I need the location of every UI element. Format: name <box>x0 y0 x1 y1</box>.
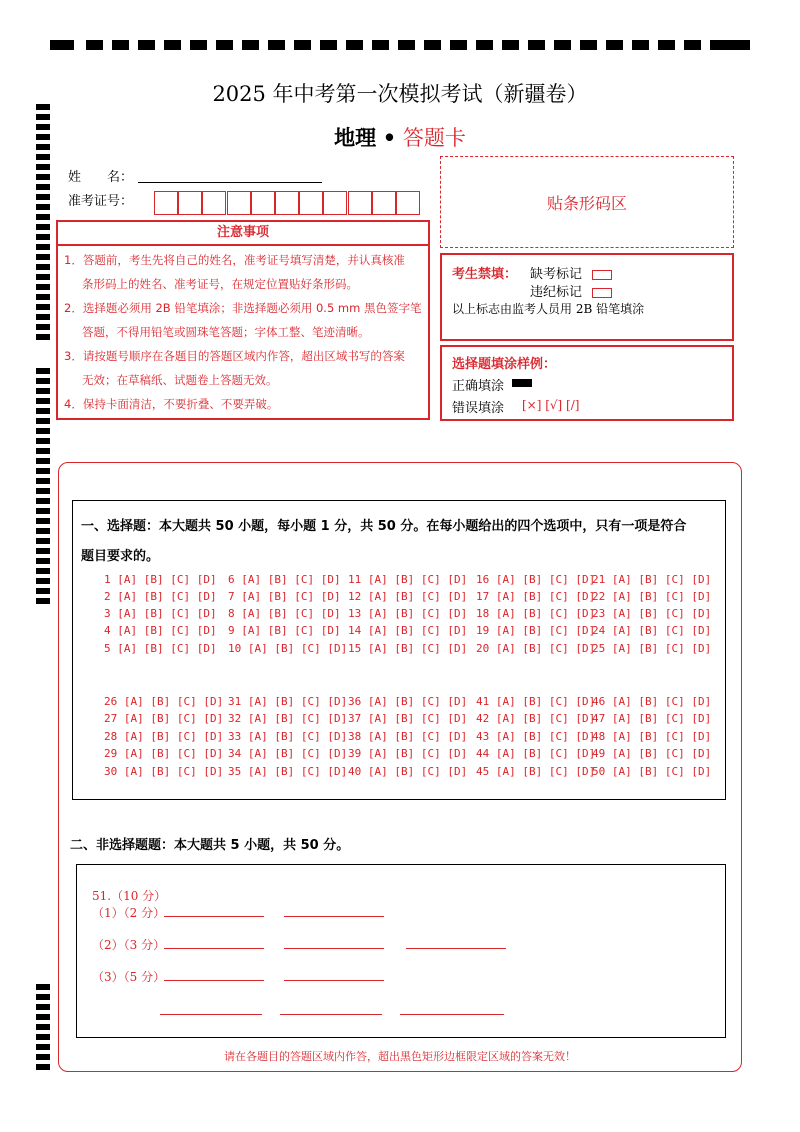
section1-title-line1: 一、选择题：本大题共 50 小题，每小题 1 分，共 50 分。在每小题给出的四个选项中，只有一项是符合 <box>81 519 687 534</box>
answer-line[interactable] <box>284 980 384 981</box>
choice-question-24[interactable]: 24 [A] [B] [C] [D] <box>592 624 712 637</box>
id-digit-box[interactable] <box>275 191 299 215</box>
violation-label: 违纪标记 <box>530 285 583 300</box>
timing-mark <box>36 184 50 190</box>
choice-question-42[interactable]: 42 [A] [B] [C] [D] <box>476 712 596 725</box>
choice-question-25[interactable]: 25 [A] [B] [C] [D] <box>592 642 712 655</box>
note-line: 答题，不得用铅笔或圆珠笔答题；字体工整、笔迹清晰。 <box>82 325 370 339</box>
choice-question-4[interactable]: 4 [A] [B] [C] [D] <box>104 624 217 637</box>
wrong-label: 错误填涂 <box>452 401 505 416</box>
choice-question-49[interactable]: 49 [A] [B] [C] [D] <box>592 747 712 760</box>
timing-mark <box>36 314 50 320</box>
answer-line[interactable] <box>400 1014 504 1015</box>
timing-mark <box>710 40 727 50</box>
choice-question-31[interactable]: 31 [A] [B] [C] [D] <box>228 695 348 708</box>
notes-heading: 注意事项 <box>58 222 428 246</box>
correct-label: 正确填涂 <box>452 379 505 394</box>
timing-mark <box>36 174 50 180</box>
choice-question-10[interactable]: 10 [A] [B] [C] [D] <box>228 642 348 655</box>
choice-question-28[interactable]: 28 [A] [B] [C] [D] <box>104 730 224 743</box>
answer-line[interactable] <box>160 1014 262 1015</box>
timing-mark <box>36 154 50 160</box>
name-field[interactable] <box>138 182 322 183</box>
choice-question-45[interactable]: 45 [A] [B] [C] [D] <box>476 765 596 778</box>
timing-mark <box>36 368 50 374</box>
timing-mark <box>36 558 50 564</box>
timing-mark <box>190 40 207 50</box>
timing-mark <box>36 284 50 290</box>
id-digit-box[interactable] <box>154 191 178 215</box>
timing-mark <box>36 304 50 310</box>
timing-mark <box>36 244 50 250</box>
timing-mark <box>36 164 50 170</box>
timing-mark <box>346 40 363 50</box>
timing-mark <box>36 428 50 434</box>
choice-question-34[interactable]: 34 [A] [B] [C] [D] <box>228 747 348 760</box>
timing-mark <box>36 204 50 210</box>
question-51-box <box>76 864 726 1038</box>
choice-question-46[interactable]: 46 [A] [B] [C] [D] <box>592 695 712 708</box>
title-dot: • <box>382 125 397 150</box>
choice-question-35[interactable]: 35 [A] [B] [C] [D] <box>228 765 348 778</box>
timing-mark <box>36 994 50 1000</box>
note-line: 2．选择题必须用 2B 铅笔填涂；非选择题必须用 0.5 mm 黑色签字笔 <box>64 301 422 315</box>
subject-name: 地理 <box>334 125 377 150</box>
choice-question-23[interactable]: 23 [A] [B] [C] [D] <box>592 607 712 620</box>
choice-question-3[interactable]: 3 [A] [B] [C] [D] <box>104 607 217 620</box>
timing-mark <box>36 274 50 280</box>
id-digit-box[interactable] <box>251 191 275 215</box>
timing-mark <box>36 378 50 384</box>
q51-part2-label: （2）（3 分） <box>92 938 166 952</box>
choice-question-37[interactable]: 37 [A] [B] [C] [D] <box>348 712 468 725</box>
choice-question-29[interactable]: 29 [A] [B] [C] [D] <box>104 747 224 760</box>
timing-mark <box>36 1034 50 1040</box>
correct-fill-sample <box>512 379 532 387</box>
timing-mark <box>36 418 50 424</box>
timing-mark <box>36 1024 50 1030</box>
choice-question-48[interactable]: 48 [A] [B] [C] [D] <box>592 730 712 743</box>
choice-question-13[interactable]: 13 [A] [B] [C] [D] <box>348 607 468 620</box>
section2-title: 二、非选择题题：本大题共 5 小题，共 50 分。 <box>70 838 350 853</box>
answer-line[interactable] <box>284 916 384 917</box>
timing-mark <box>36 194 50 200</box>
forbid-note: 以上标志由监考人员用 2B 铅笔填涂 <box>452 302 645 316</box>
timing-mark <box>36 498 50 504</box>
choice-question-43[interactable]: 43 [A] [B] [C] [D] <box>476 730 596 743</box>
note-line: 4．保持卡面清洁，不要折叠、不要弄破。 <box>64 397 279 411</box>
choice-question-17[interactable]: 17 [A] [B] [C] [D] <box>476 590 596 603</box>
violation-mark-box[interactable] <box>592 288 612 298</box>
choice-question-8[interactable]: 8 [A] [B] [C] [D] <box>228 607 341 620</box>
timing-mark <box>36 568 50 574</box>
timing-mark <box>36 478 50 484</box>
q51-part3-label: （3）（5 分） <box>92 970 166 984</box>
answer-line[interactable] <box>164 916 264 917</box>
violation-row <box>530 281 612 300</box>
answer-card-label: 答题卡 <box>402 126 466 150</box>
timing-mark <box>294 40 311 50</box>
timing-mark <box>36 448 50 454</box>
answer-line[interactable] <box>280 1014 382 1015</box>
choice-question-41[interactable]: 41 [A] [B] [C] [D] <box>476 695 596 708</box>
timing-mark <box>36 548 50 554</box>
timing-mark <box>726 40 750 50</box>
choice-question-11[interactable]: 11 [A] [B] [C] [D] <box>348 573 468 586</box>
timing-mark <box>684 40 701 50</box>
id-digit-box[interactable] <box>178 191 202 215</box>
choice-question-1[interactable]: 1 [A] [B] [C] [D] <box>104 573 217 586</box>
timing-mark <box>242 40 259 50</box>
subject-title <box>0 122 800 152</box>
timing-mark <box>36 518 50 524</box>
sample-title: 选择题填涂样例： <box>452 357 557 372</box>
timing-mark <box>528 40 545 50</box>
timing-mark <box>268 40 285 50</box>
timing-mark <box>36 398 50 404</box>
timing-mark <box>450 40 467 50</box>
choice-question-9[interactable]: 9 [A] [B] [C] [D] <box>228 624 341 637</box>
timing-mark <box>36 588 50 594</box>
timing-mark <box>36 468 50 474</box>
timing-mark <box>36 984 50 990</box>
timing-mark <box>320 40 337 50</box>
id-digit-box[interactable] <box>227 191 251 215</box>
q51-part1-label: （1）（2 分） <box>92 906 166 920</box>
timing-mark <box>36 294 50 300</box>
timing-mark <box>36 528 50 534</box>
timing-mark <box>476 40 493 50</box>
choice-question-14[interactable]: 14 [A] [B] [C] [D] <box>348 624 468 637</box>
choice-question-19[interactable]: 19 [A] [B] [C] [D] <box>476 624 596 637</box>
choice-question-26[interactable]: 26 [A] [B] [C] [D] <box>104 695 224 708</box>
id-digit-box[interactable] <box>323 191 347 215</box>
choice-question-44[interactable]: 44 [A] [B] [C] [D] <box>476 747 596 760</box>
answer-line[interactable] <box>406 948 506 949</box>
choice-question-20[interactable]: 20 [A] [B] [C] [D] <box>476 642 596 655</box>
timing-mark <box>36 488 50 494</box>
choice-question-5[interactable]: 5 [A] [B] [C] [D] <box>104 642 217 655</box>
id-label: 准考证号： <box>68 194 134 209</box>
timing-mark <box>658 40 675 50</box>
timing-mark <box>36 214 50 220</box>
choice-question-39[interactable]: 39 [A] [B] [C] [D] <box>348 747 468 760</box>
notes-box <box>56 220 430 420</box>
choice-question-18[interactable]: 18 [A] [B] [C] [D] <box>476 607 596 620</box>
timing-mark <box>36 1014 50 1020</box>
timing-mark <box>424 40 441 50</box>
timing-mark <box>216 40 233 50</box>
choice-question-33[interactable]: 33 [A] [B] [C] [D] <box>228 730 348 743</box>
timing-mark <box>36 458 50 464</box>
timing-mark <box>36 438 50 444</box>
timing-mark <box>36 114 50 120</box>
choice-question-16[interactable]: 16 [A] [B] [C] [D] <box>476 573 596 586</box>
choice-question-27[interactable]: 27 [A] [B] [C] [D] <box>104 712 224 725</box>
exam-title: 2025 年中考第一次模拟考试（新疆卷） <box>212 82 588 106</box>
timing-mark <box>36 538 50 544</box>
barcode-area: 贴条形码区 <box>440 156 734 248</box>
timing-mark <box>554 40 571 50</box>
choice-question-2[interactable]: 2 [A] [B] [C] [D] <box>104 590 217 603</box>
timing-mark <box>502 40 519 50</box>
timing-mark <box>138 40 155 50</box>
timing-mark <box>36 508 50 514</box>
absent-row <box>530 263 612 282</box>
absent-mark-box[interactable] <box>592 270 612 280</box>
choice-question-12[interactable]: 12 [A] [B] [C] [D] <box>348 590 468 603</box>
timing-mark <box>36 1004 50 1010</box>
id-digit-box[interactable] <box>348 191 372 215</box>
timing-mark <box>36 254 50 260</box>
timing-mark <box>50 40 74 50</box>
note-line: 条形码上的姓名、准考证号，在规定位置贴好条形码。 <box>82 277 358 291</box>
choice-question-6[interactable]: 6 [A] [B] [C] [D] <box>228 573 341 586</box>
note-line: 无效；在草稿纸、试题卷上答题无效。 <box>82 373 278 387</box>
timing-mark <box>398 40 415 50</box>
note-line: 3．请按题号顺序在各题目的答题区域内作答，超出区域书写的答案 <box>64 349 405 363</box>
timing-mark <box>36 334 50 340</box>
answer-line[interactable] <box>164 948 264 949</box>
choice-question-22[interactable]: 22 [A] [B] [C] [D] <box>592 590 712 603</box>
timing-mark <box>372 40 389 50</box>
wrong-samples: [×] [√] [/] <box>522 398 580 412</box>
timing-mark <box>632 40 649 50</box>
id-digit-box[interactable] <box>202 191 226 215</box>
sample-box <box>440 345 734 421</box>
timing-mark <box>580 40 597 50</box>
answer-line[interactable] <box>284 948 384 949</box>
section1-title-line2: 题目要求的。 <box>81 549 160 564</box>
q51-label: 51.（10 分） <box>92 889 167 903</box>
id-digit-box[interactable] <box>396 191 420 215</box>
timing-mark <box>36 224 50 230</box>
choice-question-21[interactable]: 21 [A] [B] [C] [D] <box>592 573 712 586</box>
timing-mark <box>36 264 50 270</box>
timing-mark <box>36 388 50 394</box>
timing-mark <box>36 1064 50 1070</box>
forbid-box <box>440 253 734 341</box>
timing-mark <box>112 40 129 50</box>
choice-question-32[interactable]: 32 [A] [B] [C] [D] <box>228 712 348 725</box>
choice-question-36[interactable]: 36 [A] [B] [C] [D] <box>348 695 468 708</box>
timing-mark <box>606 40 623 50</box>
choice-question-7[interactable]: 7 [A] [B] [C] [D] <box>228 590 341 603</box>
timing-mark <box>164 40 181 50</box>
footer-warning: 请在各题目的答题区域内作答，超出黑色矩形边框限定区域的答案无效！ <box>224 1050 576 1063</box>
timing-mark <box>36 578 50 584</box>
note-line: 1．答题前，考生先将自己的姓名，准考证号填写清楚，并认真核准 <box>64 253 405 267</box>
choice-question-15[interactable]: 15 [A] [B] [C] [D] <box>348 642 468 655</box>
id-digit-box[interactable] <box>299 191 323 215</box>
choice-question-47[interactable]: 47 [A] [B] [C] [D] <box>592 712 712 725</box>
absent-label: 缺考标记 <box>530 267 583 282</box>
choice-question-38[interactable]: 38 [A] [B] [C] [D] <box>348 730 468 743</box>
choice-question-30[interactable]: 30 [A] [B] [C] [D] <box>104 765 224 778</box>
timing-mark <box>36 234 50 240</box>
timing-mark <box>36 598 50 604</box>
forbid-label: 考生禁填： <box>452 267 518 282</box>
timing-mark <box>86 40 103 50</box>
timing-mark <box>36 324 50 330</box>
id-digit-box[interactable] <box>372 191 396 215</box>
timing-mark <box>36 408 50 414</box>
choice-question-40[interactable]: 40 [A] [B] [C] [D] <box>348 765 468 778</box>
choice-question-50[interactable]: 50 [A] [B] [C] [D] <box>592 765 712 778</box>
name-label: 姓 名： <box>68 170 134 185</box>
answer-line[interactable] <box>164 980 264 981</box>
